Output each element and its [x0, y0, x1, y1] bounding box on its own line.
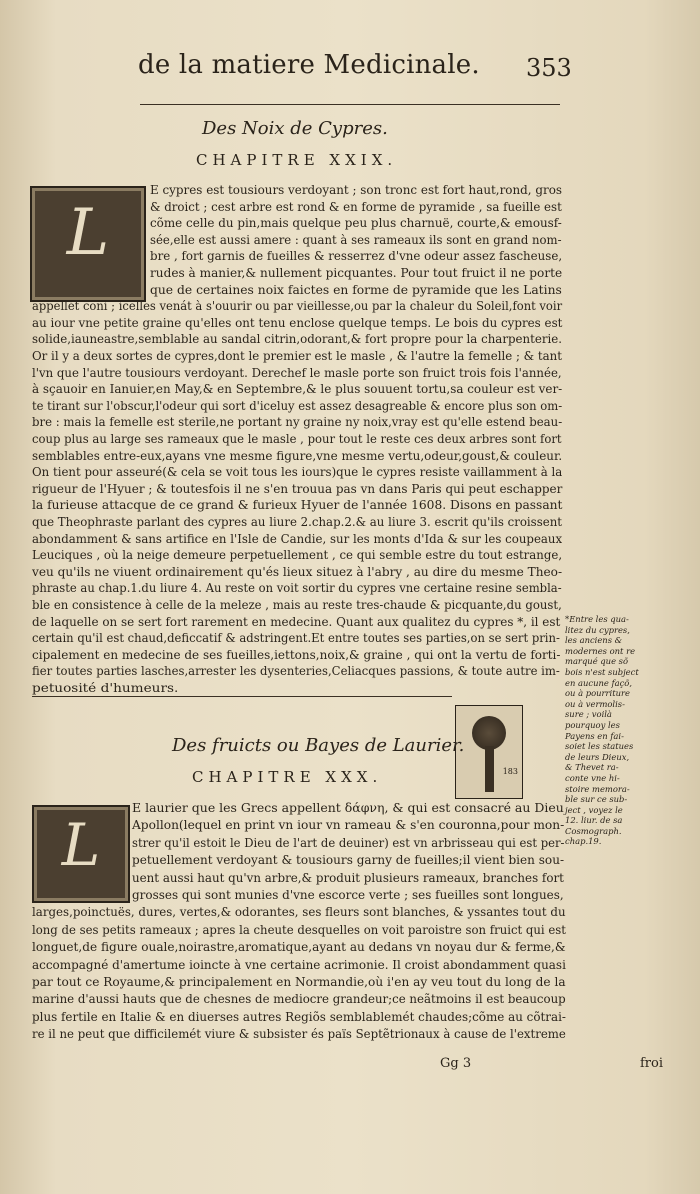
margin-note-line: ject , voyez le — [565, 804, 623, 815]
margin-note-line: ble sur ce sub- — [565, 794, 628, 805]
margin-note-line: 12. liur. de sa — [565, 815, 623, 826]
margin-note-line: *Entre les qua- — [565, 614, 629, 624]
margin-note-line: ou à pourriture — [565, 688, 630, 699]
text-line: long de ses petits rameaux ; apres la cheute desquelles on voit paroistre son fruict qui est — [32, 922, 566, 937]
margin-note-line: sure ; voilà — [565, 709, 612, 720]
drop-cap-letter: L — [61, 811, 101, 879]
margin-note-line: les anciens & — [565, 635, 623, 646]
text-line: plus fertile en Italie & en diuerses autres Regiõs semblablemét chaudes;cõme au cõtrai- — [32, 1009, 566, 1024]
text-line: Apollon(lequel en print vn iour vn rameau & s'en couronna,pour mon- — [132, 818, 565, 833]
text-line: E cypres est tousiours verdoyant ; son tronc est fort haut,rond, gros — [150, 183, 563, 197]
margin-note-line: en aucune façõ, — [565, 677, 632, 688]
page-number: 353 — [526, 54, 572, 82]
text-line: appellét coni ; icelles venát à s'ouurir ou par vieillesse,ou par la chaleur du Soleil,font voir — [32, 299, 563, 314]
laurel-woodcut — [455, 705, 523, 799]
chapter-30-drop-cap — [32, 805, 130, 903]
text-line: Leuciques , où la neige demeure perpetuellement , ce qui semble estre du tout estrange, — [32, 548, 563, 563]
text-line: au iour vne petite graine qu'elles ont tenu enclose quelque temps. Le bois du cypres est — [32, 315, 563, 330]
margin-note-line: stoire memora- — [565, 783, 630, 794]
text-line: marine d'aussi hauts que de chesnes de mediocre grandeur;ce neãtmoins il est beaucoup — [32, 992, 566, 1007]
margin-note — [565, 614, 685, 847]
header-rule — [140, 104, 560, 105]
chapter-30-heading: CHAPITRE XXX. — [192, 768, 383, 786]
text-line: petuosité d'humeurs. — [32, 681, 179, 695]
text-line: semblables entre-eux,ayans vne mesme figure,vne mesme vertu,odeur,goust,& couleur. — [32, 448, 563, 463]
margin-note-line: Cosmograph. — [565, 825, 622, 836]
text-line: coup plus au large ses rameaux que le masle , pour tout le reste ces deux arbres sont fort — [32, 432, 562, 446]
text-line: & droict ; cest arbre est rond & en forme de pyramide , sa fueille est — [150, 199, 562, 214]
margin-note-line: ou à vermolis- — [565, 698, 625, 709]
text-line: rigueur de l'Hyuer ; & toutesfois il ne s'en trouua pas vn dans Paris qui peut eschapper — [32, 481, 563, 496]
running-title: de la matiere Medicinale. — [138, 50, 480, 80]
text-line: la furieuse attacque de ce grand & furieux Hyuer de l'année 1608. Disons en passant — [32, 498, 563, 513]
margin-note-line: chap.19. — [565, 836, 602, 847]
text-line: fier toutes parties lasches,arrester les dysenteries,Celiacques passions, & toute autre im- — [32, 664, 560, 679]
margin-note-line: litez du cypres, — [565, 624, 630, 635]
margin-note-line: conte vne hi- — [565, 772, 620, 783]
laurel-crown-shape — [472, 716, 506, 750]
text-line: On tient pour asseuré(& cela se voit tous les iours)que le cypres resiste vaillamment à la — [32, 465, 563, 480]
section-rule — [32, 696, 452, 697]
text-line: rudes à manier,& nullement picquantes. Pour tout fruict il ne porte — [150, 266, 563, 280]
margin-note-line: modernes ont re — [565, 645, 636, 656]
text-line: à sçauoir en Ianuier,en May,& en Septembre,& le plus souuent tortu,sa couleur est ver- — [32, 382, 563, 397]
signature-mark: Gg 3 — [440, 1056, 472, 1071]
text-line: que Theophraste parlant des cypres au liure 2.chap.2.& au liure 3. escrit qu'ils croissent — [32, 515, 563, 529]
margin-note-line: & Thevet ra- — [565, 762, 619, 773]
margin-note-line: soiet les statues — [565, 741, 634, 752]
text-line: longuet,de figure ouale,noirastre,aromatique,ayant au dedans vn noyau dur & ferme,& — [32, 940, 566, 955]
text-line: uent aussi haut qu'vn arbre,& produit plusieurs rameaux, branches fort — [132, 870, 564, 885]
text-line: ble en consistence à celle de la meleze , mais au reste tres-chaude & picquante,du goust, — [32, 598, 562, 612]
text-line: larges,poinctuës, dures, vertes,& odorantes, ses fleurs sont blanches, & yssantes tout du — [32, 905, 566, 920]
text-line: que de certaines noix faictes en forme de pyramide que les Latins — [150, 282, 562, 297]
text-line: grosses qui sont munies d'vne escorce verte ; ses fueilles sont longues, — [132, 888, 564, 902]
catchword: froi — [640, 1056, 664, 1071]
text-line: bre , fort garnis de fueilles & resserrez d'vne odeur assez fascheuse, — [150, 249, 563, 264]
text-line: par tout ce Royaume,& principalement en Normandie,où i'en ay veu tout du long de la — [32, 975, 566, 989]
drop-cap-letter: L — [66, 196, 110, 270]
text-line: re il ne peut que difficilemét viure & subsister és païs Septẽtrionaux à cause de l'extreme — [32, 1027, 566, 1042]
figure-number: 183 — [502, 767, 518, 776]
text-line: l'vn que l'autre tousiours verdoyant. Derechef le masle porte son fruict trois fois l'année, — [32, 365, 562, 380]
margin-note-line: marqué que sõ — [565, 656, 629, 667]
chapter-29-heading: CHAPITRE XXIX. — [196, 151, 398, 169]
text-line: solide,iauneastre,semblable au sandal citrin,odorant,& fort propre pour la charpenterie. — [32, 332, 563, 347]
text-line: phraste au chap.1.du liure 4. Au reste on voit sortir du cypres vne certaine resine sembla- — [32, 581, 562, 596]
margin-note-line: Payens en fai- — [565, 730, 624, 741]
text-line: Or il y a deux sortes de cypres,dont le premier est le masle , & l'autre la femelle ; & tant — [32, 349, 563, 363]
text-line: accompagné d'amertume ioincte à vne certaine acrimonie. Il croist abondamment quasi — [32, 957, 566, 972]
text-line: bre : mais la femelle est sterile,ne portant ny graine ny noix,vray est qu'elle estend beau- — [32, 415, 563, 430]
text-line: te tirant sur l'obscur,l'odeur qui sort d'iceluy est assez desagreable & encore plus son om- — [32, 398, 563, 413]
text-line: cõme celle du pin,mais quelque peu plus charnuë, courte,& emousf- — [150, 216, 562, 231]
text-line: E laurier que les Grecs appellent δάφνη, & qui est consacré au Dieu — [132, 801, 564, 815]
figure-body-shape — [485, 746, 494, 792]
text-line: sée,elle est aussi amere : quant à ses rameaux ils sont en grand nom- — [150, 232, 562, 247]
chapter-29-title: Des Noix de Cypres. — [202, 118, 388, 139]
text-line: de laquelle on se sert fort rarement en medecine. Quant aux qualitez du cypres *, il est — [32, 614, 561, 629]
text-line: petuellement verdoyant & tousiours garny de fueilles;il vient bien sou- — [132, 853, 565, 868]
chapter-29-drop-cap — [30, 186, 146, 302]
margin-note-line: pourquoy les — [565, 719, 620, 730]
margin-note-line: bois n'est subject — [565, 666, 639, 677]
text-line: strer qu'il estoit le Dieu de l'art de deuiner) est vn arbrisseau qui est per- — [132, 835, 565, 850]
text-line: veu qu'ils ne viuent ordinairement qu'és lieux situez à l'abry , au dire du mesme Theo- — [32, 564, 563, 579]
chapter-30-title: Des fruicts ou Bayes de Laurier. — [172, 735, 465, 756]
page-header — [138, 50, 572, 92]
text-line: abondamment & sans artifice en l'Isle de Candie, sur les monts d'Ida & sur les coupeaux — [32, 531, 563, 546]
text-line: certain qu'il est chaud,deficcatif & adstringent.Et entre toutes ses parties,on se sert prin- — [32, 631, 560, 646]
text-line: cipalement en medecine de ses fueilles,iettons,noix,& graine , qui ont la vertu de forti- — [32, 647, 561, 662]
margin-note-line: de leurs Dieux, — [565, 751, 630, 762]
